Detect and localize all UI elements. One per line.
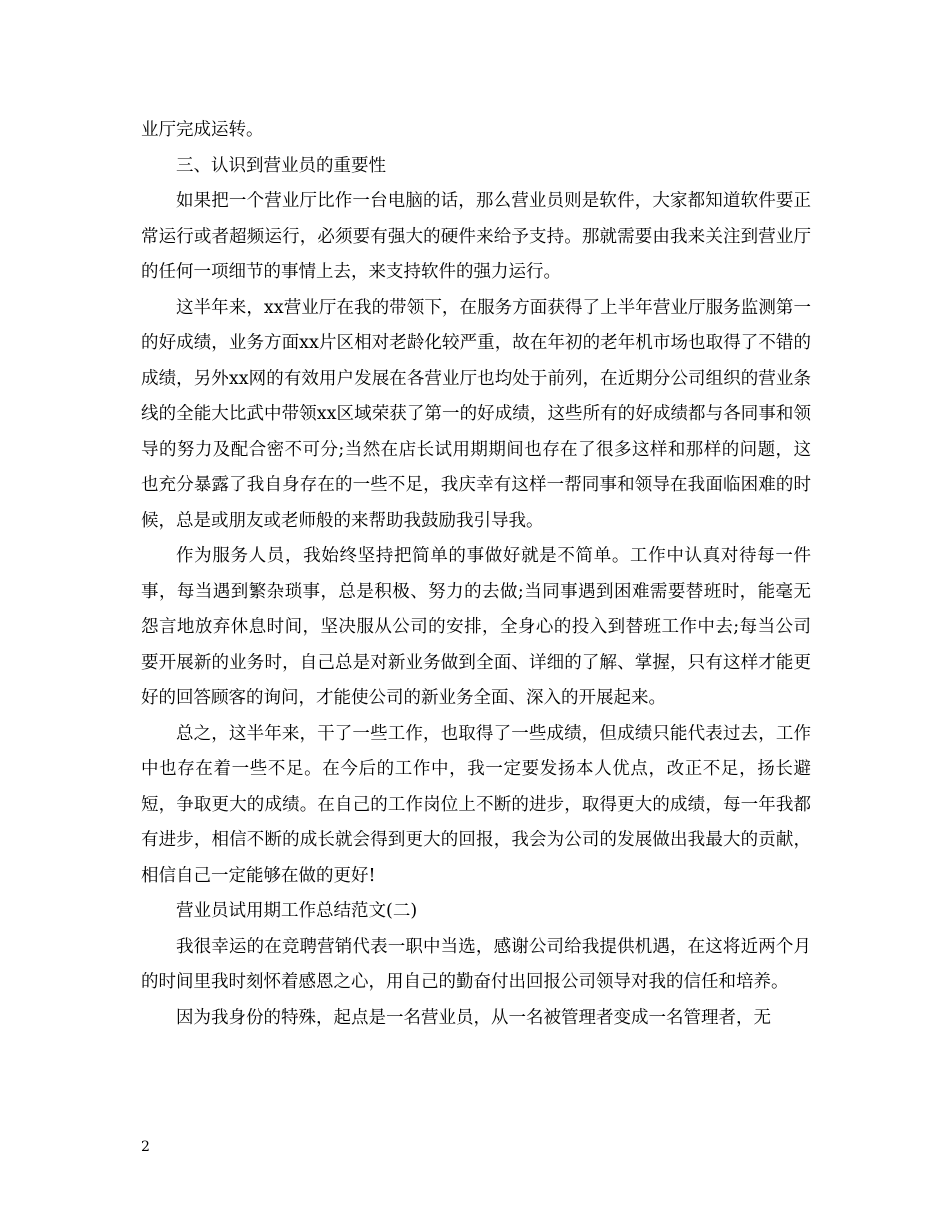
page-number: 2 [141, 1139, 150, 1155]
paragraph-9: 因为我身份的特殊，起点是一名营业员，从一名被管理者变成一名管理者，无 [176, 1007, 771, 1028]
paragraph-6: 总之，这半年来，干了一些工作，也取得了一些成绩，但成绩只能代表过去，工作中也存在着一些不足。在今后的工作中，我一定要发扬本人优点，改正不足，扬长避短，争取更大的成绩。在自己的工作岗位上不断的进步，取得更大的成绩，每一年我都有进步，相信不断的成长就会得到更大的回报，我会为公司的发展做出我最大的贡献，相信自己一定能够在做的更好! [141, 723, 811, 886]
paragraph-1: 业厅完成运转。 [141, 120, 264, 140]
section-title-2: 营业员试用期工作总结范文(二) [176, 901, 418, 921]
document-body [141, 113, 811, 1036]
paragraph-8: 我很幸运的在竞聘营销代表一职中当选，感谢公司给我提供机遇，在这将近两个月的时间里我时刻怀着感恩之心，用自己的勤奋付出回报公司领导对我的信任和培养。 [141, 936, 811, 992]
paragraph-4: 这半年来，xx营业厅在我的带领下，在服务方面获得了上半年营业厅服务监测第一的好成绩，业务方面xx片区相对老龄化较严重，故在年初的老年机市场也取得了不错的成绩，另外xx网的有效用户发展在各营业厅也均处于前列，在近期分公司组织的营业条线的全能大比武中带领xx区域荣获了第一的好成绩，这些所有的好成绩都与各同事和领导的努力及配合密不可分;当然在店长试用期期间也存在了很多这样和那样的问题，这也充分暴露了我自身存在的一些不足，我庆幸有这样一帮同事和领导在我面临困难的时候，总是或朋友或老师般的来帮助我鼓励我引导我。 [141, 297, 811, 531]
paragraph-5: 作为服务人员，我始终坚持把简单的事做好就是不简单。工作中认真对待每一件事，每当遇到繁杂琐事，总是积极、努力的去做;当同事遇到困难需要替班时，能毫无怨言地放弃休息时间，坚决服从公司的安排，全身心的投入到替班工作中去;每当公司要开展新的业务时，自己总是对新业务做到全面、详细的了解、掌握，只有这样才能更好的回答顾客的询问，才能使公司的新业务全面、深入的开展起来。 [141, 546, 811, 708]
paragraph-3: 如果把一个营业厅比作一台电脑的话，那么营业员则是软件，大家都知道软件要正常运行或者超频运行，必须要有强大的硬件来给予支持。那就需要由我来关注到营业厅的任何一项细节的事情上去，来支持软件的强力运行。 [141, 191, 811, 282]
section-heading-3: 三、认识到营业员的重要性 [176, 155, 386, 176]
